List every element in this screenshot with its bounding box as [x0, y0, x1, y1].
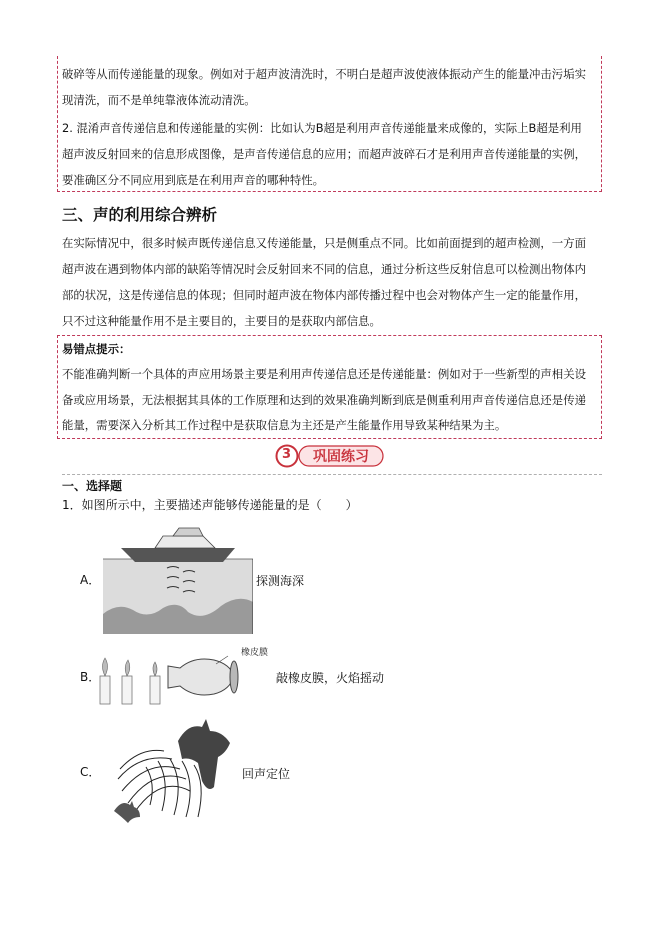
option-c-text: 回声定位 [242, 767, 291, 781]
option-a-letter: A． [80, 573, 101, 587]
stamp-number: 3 [282, 447, 292, 462]
practice-stamp [275, 443, 385, 469]
section3-para-line-3: 部的状况，这是传递信息的体现；但同时超声波在物体内部传播过程中也会对物体产生一定的能量作用， [62, 288, 586, 302]
question-1: 1．如图所示中，主要描述声能够传递能量的是（ ） [62, 498, 358, 512]
tip-line-3: 能量，需要深入分析其工作过程中是获取信息为主还是产生能量作用导致某种结果为主。 [62, 418, 507, 432]
tip-line-1: 不能准确判断一个具体的声应用场景主要是利用声传递信息还是传递能量：例如对于一些新型的声相关设 [62, 367, 586, 381]
section-title: 一、选择题 [62, 479, 123, 493]
candles-membrane-figure [96, 650, 256, 706]
option-a-text: 探测海深 [256, 574, 305, 588]
membrane-label: 橡皮膜 [241, 648, 269, 658]
item2-line-2: 超声波反射回来的信息形成图像，是声音传递信息的应用；而超声波碎石才是利用声音传递能量的实例， [62, 147, 586, 161]
section3-heading: 三、声的利用综合辨析 [62, 206, 218, 224]
intro-line-2: 现清洗，而不是单纯靠液体流动清洗。 [62, 93, 256, 107]
option-b-letter: B． [80, 670, 101, 684]
intro-line-1: 破碎等从而传递能量的现象。例如对于超声波清洗时，不明白是超声波使液体振动产生的能量冲击污垢实 [62, 67, 586, 81]
section3-para-line-2: 超声波在遇到物体内部的缺陷等情况时会反射回来不同的信息，通过分析这些反射信息可以检测出物体内 [62, 262, 586, 276]
section3-para-line-4: 只不过这种能量作用不是主要目的，主要目的是获取内部信息。 [62, 314, 381, 328]
option-c-letter: C． [80, 765, 101, 779]
tip-title: 易错点提示： [62, 342, 131, 356]
option-b-text: 敲橡皮膜，火焰摇动 [276, 671, 385, 685]
section3-para-line-1: 在实际情况中，很多时候声既传递信息又传递能量，只是侧重点不同。比如前面提到的超声检测，一方面 [62, 236, 586, 250]
item2-line-1: 2. 混淆声音传递信息和传递能量的实例：比如认为B超是利用声音传递能量来成像的，实际上B超是利用 [62, 121, 582, 135]
stamp-text: 巩固练习 [313, 449, 369, 465]
item2-line-3: 要准确区分不同应用到底是在利用声音的哪种特性。 [62, 173, 324, 187]
tip-line-2: 备或应用场景，无法根据其具体的工作原理和达到的效果准确判断到底是侧重利用声音传递信息还是传递 [62, 393, 586, 407]
bat-echolocation-figure [110, 717, 240, 827]
section-divider [62, 474, 602, 475]
sonar-ship-figure [103, 522, 253, 634]
